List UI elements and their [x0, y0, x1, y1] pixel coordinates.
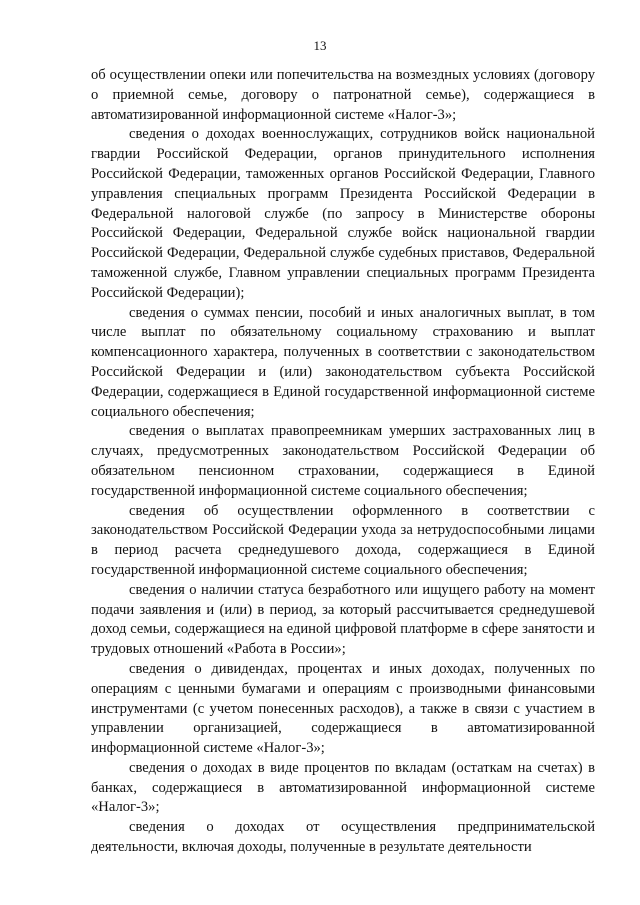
page-number: 13 — [313, 38, 327, 53]
paragraph-unemployment-status: сведения о наличии статуса безработного или ищущего работу на момент подачи заявления и (или) в период, за который рассчитывается среднедушевой доход семьи, содержащиеся на единой цифровой платформе в сфере занятости и трудовых отношений «Работа в России»; — [91, 581, 595, 658]
paragraph-business-income: сведения о доходах от осуществления предпринимательской деятельности, включая доходы, полученные в результате деятельности — [91, 819, 595, 856]
paragraph-care-disabled: сведения об осуществлении оформленного в соответствии с законодательством Российской Федерации ухода за нетрудоспособными лицами в период расчета среднедушевого дохода, содержащиеся в Единой государственной информационной системе социального обеспечения; — [91, 502, 595, 578]
paragraph-continued: об осуществлении опеки или попечительства на возмездных условиях (договору о приемной семье, договору о патронатной семье), содержащиеся в автоматизированной информационной системе «Налог-3»; — [91, 67, 595, 123]
paragraph-securities-income: сведения о дивидендах, процентах и иных доходах, полученных по операциям с ценными бумагами и операциям с производными финансовыми инструментами (с учетом понесенных расходов), а также в связи с участием в управлении организацией, содержащиеся в автоматизированной информационной системе «Налог-3»; — [91, 660, 595, 757]
paragraph-successor-payments: сведения о выплатах правопреемникам умерших застрахованных лиц в случаях, предусмотренных законодательством Российской Федерации об обязательном пенсионном страховании, содержащиеся в Единой государственной информационной системе социального обеспечения; — [91, 423, 595, 499]
body-text — [91, 66, 595, 858]
paragraph-military-income: сведения о доходах военнослужащих, сотрудников войск национальной гвардии Российской Федерации, органов принудительного исполнения Российской Федерации, таможенных органов Российской Федерации, Главного управления специальных программ Президента Российской Федерации в Федеральной налоговой службе (по запросу в Министерстве обороны Российской Федерации, Федеральной службе войск национальной гвардии Российской Федерации, Федеральной службе судебных приставов, Федеральной таможенной службе, Главном управлении специальных программ Президента Российской Федерации); — [91, 126, 595, 301]
paragraph-deposit-interest: сведения о доходах в виде процентов по вкладам (остаткам на счетах) в банках, содержащиеся в автоматизированной информационной системе «Налог-3»; — [91, 759, 595, 816]
paragraph-pension-benefits: сведения о суммах пенсии, пособий и иных аналогичных выплат, в том числе выплат по обязательному социальному страхованию и выплат компенсационного характера, полученных в соответствии с законодательством Российской Федерации и (или) законодательством субъекта Российской Федерации, содержащиеся в Единой государственной информационной системе социального обеспечения; — [91, 304, 595, 420]
